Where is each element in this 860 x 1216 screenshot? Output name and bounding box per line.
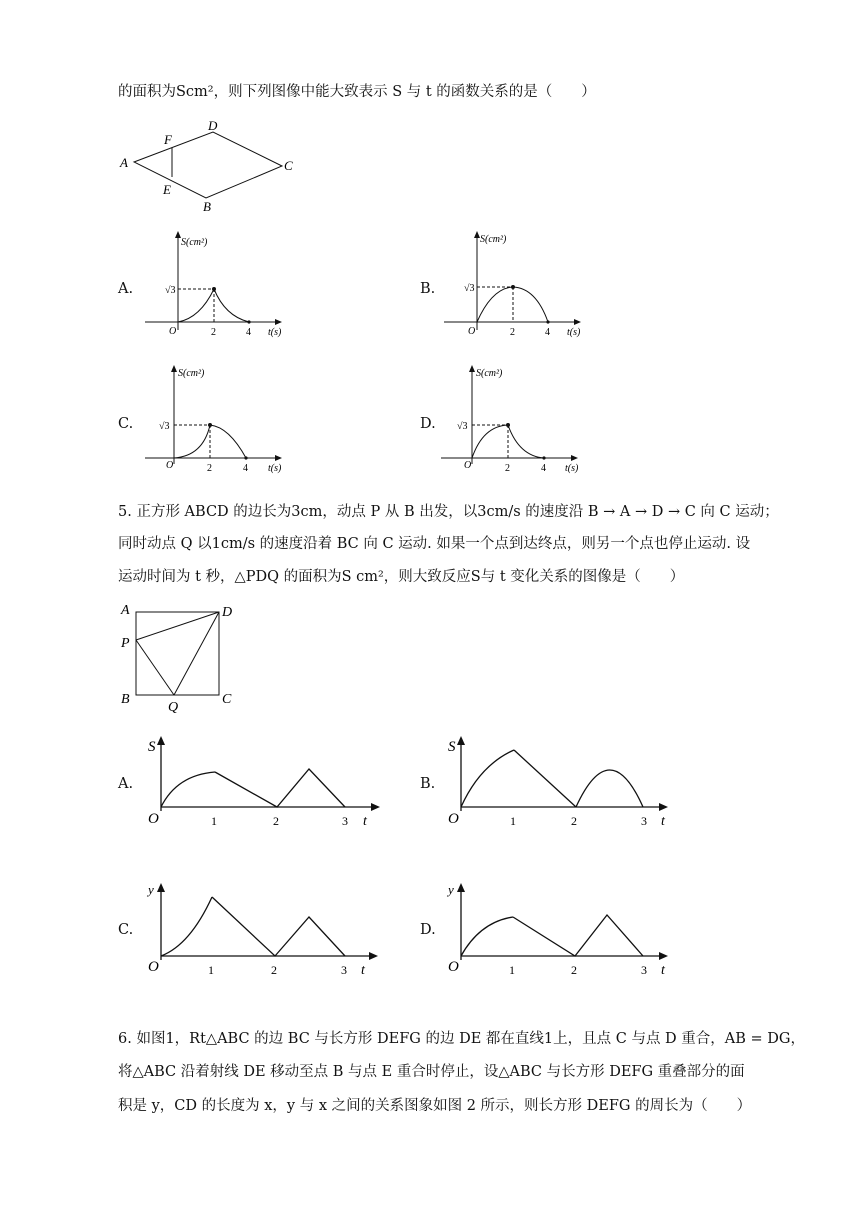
svg-text:√3: √3 [464,283,475,294]
svg-text:S(cm²): S(cm²) [480,234,507,245]
svg-text:t(s): t(s) [565,463,579,474]
svg-text:2: 2 [571,814,577,828]
svg-text:S(cm²): S(cm²) [178,368,205,379]
svg-text:3: 3 [342,814,348,828]
q4-graph-a [145,230,295,340]
svg-text:√3: √3 [159,421,170,432]
svg-text:3: 3 [641,814,647,828]
svg-text:2: 2 [510,327,515,338]
svg-text:A: A [121,603,130,618]
svg-text:O: O [169,326,177,337]
svg-text:t(s): t(s) [268,327,282,338]
q5-option-c[interactable]: C. [118,922,134,938]
svg-text:O: O [448,811,459,827]
label-a: A [120,155,128,170]
svg-text:t(s): t(s) [268,463,282,474]
q4-option-a[interactable]: A. [118,281,134,297]
square-figure [118,600,248,715]
q5-line-3: 运动时间为 t 秒，△PDQ 的面积为S cm²，则大致反应S与 t 变化关系的图像是（ ） [118,569,685,585]
q4-option-b[interactable]: B. [420,281,436,297]
svg-text:O: O [464,460,472,471]
label-e: E [163,182,171,197]
label-f: F [164,132,172,147]
svg-text:1: 1 [509,963,515,977]
q5-graph-b [445,735,685,830]
svg-text:3: 3 [641,963,647,977]
svg-text:1: 1 [211,814,217,828]
svg-text:O: O [148,959,159,975]
q6-line-2: 将△ABC 沿着射线 DE 移动至点 B 与点 E 重合时停止，设△ABC 与长方形 DEFG 重叠部分的面 [118,1064,745,1080]
svg-text:t: t [661,963,665,978]
q4-option-c[interactable]: C. [118,416,134,432]
svg-text:Q: Q [168,700,179,715]
svg-text:t: t [363,814,367,829]
svg-text:O: O [448,959,459,975]
q4-graph-d [441,364,591,474]
q4-stem-tail: 的面积为Scm²，则下列图像中能大致表示 S 与 t 的函数关系的是（ ） [118,84,596,100]
svg-text:y: y [448,882,454,897]
q5-graph-c [145,880,385,978]
svg-text:P: P [121,636,130,651]
svg-text:t(s): t(s) [567,327,581,338]
svg-text:2: 2 [207,463,212,474]
svg-text:O: O [166,460,174,471]
svg-text:4: 4 [545,327,550,338]
q4-graph-c [145,364,295,474]
svg-text:O: O [468,326,476,337]
rhombus-figure [118,118,298,218]
svg-text:S(cm²): S(cm²) [181,237,208,248]
svg-text:1: 1 [208,963,214,977]
svg-text:2: 2 [505,463,510,474]
q5-graph-d [445,880,685,978]
svg-text:√3: √3 [165,285,176,296]
svg-text:D: D [222,605,233,620]
q5-option-d[interactable]: D. [420,922,436,938]
svg-text:2: 2 [273,814,279,828]
svg-text:2: 2 [271,963,277,977]
svg-text:C: C [222,692,232,707]
q6-line-1: 6. 如图1，Rt△ABC 的边 BC 与长方形 DEFG 的边 DE 都在直线1上，且点 C 与点 D 重合，AB = DG， [118,1031,805,1047]
q5-line-1: 5. 正方形 ABCD 的边长为3cm，动点 P 从 B 出发，以3cm/s 的速度沿 B → A → D → C 向 C 运动； [118,504,779,520]
svg-text:S(cm²): S(cm²) [476,368,503,379]
svg-text:S: S [448,739,456,755]
svg-text:t: t [661,814,665,829]
svg-text:S: S [148,739,156,755]
svg-text:B: B [121,692,130,707]
q5-option-a[interactable]: A. [118,776,134,792]
svg-text:y: y [148,882,154,897]
q5-line-2: 同时动点 Q 以1cm/s 的速度沿着 BC 向 C 运动. 如果一个点到达终点，则另一个点也停止运动. 设 [118,536,751,552]
q5-option-b[interactable]: B. [420,776,436,792]
svg-text:2: 2 [211,327,216,338]
q6-line-3: 积是 y，CD 的长度为 x，y 与 x 之间的关系图象如图 2 所示，则长方形 DEFG 的周长为（ ） [118,1098,752,1114]
label-b: B [203,199,211,214]
svg-text:4: 4 [541,463,546,474]
svg-text:4: 4 [243,463,248,474]
svg-text:2: 2 [571,963,577,977]
svg-text:t: t [361,963,365,978]
svg-text:4: 4 [246,327,251,338]
q5-graph-a [145,735,385,830]
q4-option-d[interactable]: D. [420,416,436,432]
svg-text:3: 3 [341,963,347,977]
q4-graph-b [444,230,594,340]
label-d: D [208,118,218,133]
svg-text:√3: √3 [457,421,468,432]
svg-text:O: O [148,811,159,827]
label-c: C [284,158,293,173]
svg-text:1: 1 [510,814,516,828]
